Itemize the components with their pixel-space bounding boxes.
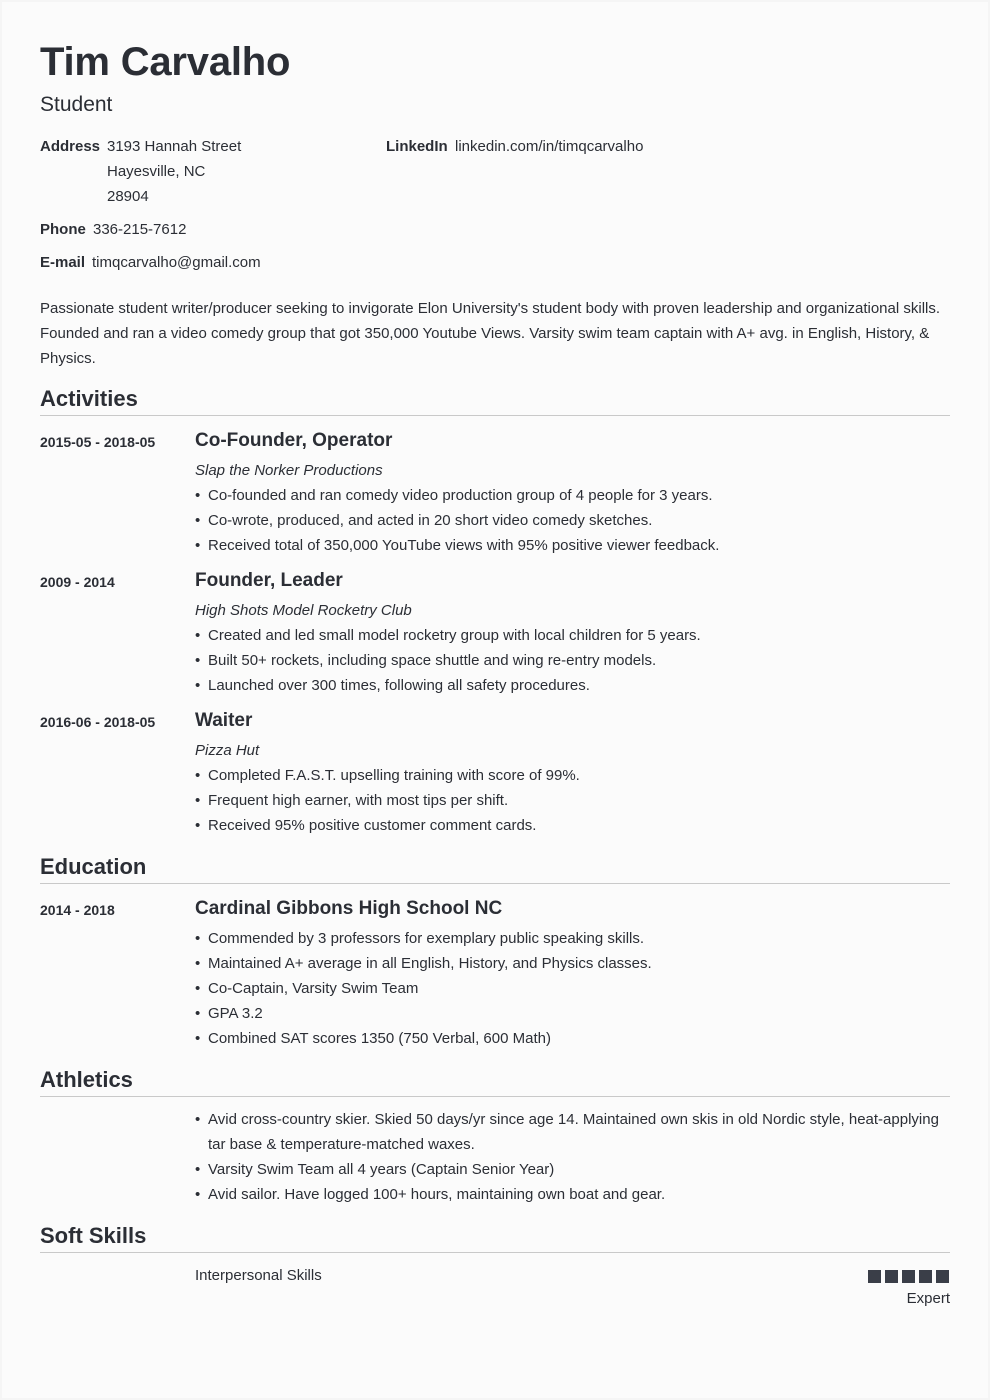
activity-org: High Shots Model Rocketry Club [195,602,412,619]
skill-level: Expert [906,1290,950,1307]
bullet-item: • Completed F.A.S.T. upselling training with score of 99%. [195,763,950,788]
summary-paragraph: Passionate student writer/producer seeking to invigorate Elon University's student body with proven leadership and organizational skills. Founded and ran a video comedy group that got 350,000 Youtube Views. Varsity swim team captain with A+ avg. in English, History, & Physics. [40,300,941,367]
activity-bullets [195,763,950,838]
bullet-item: • Combined SAT scores 1350 (750 Verbal, 600 Math) [195,1026,950,1051]
bullet-item: • Co-wrote, produced, and acted in 20 short video comedy sketches. [195,508,950,533]
bullet-item: • Received total of 350,000 YouTube views with 95% positive viewer feedback. [195,533,950,558]
email-label: E-mail [40,254,86,271]
address-line-3: 28904 [107,188,149,205]
bullet-item: • Avid cross-country skier. Skied 50 days/yr since age 14. Maintained own skis in old Nordic style, heat-applying tar base & temperature-matched waxes. [195,1107,950,1157]
address-line-1: 3193 Hannah Street [107,138,242,155]
skill-name: Interpersonal Skills [195,1267,322,1284]
bullet-item: • Varsity Swim Team all 4 years (Captain Senior Year) [195,1157,950,1182]
bullet-item: • Co-Captain, Varsity Swim Team [195,976,950,1001]
phone-label: Phone [40,221,86,238]
activity-role: Waiter [195,710,253,731]
bullet-item: • Maintained A+ average in all English, History, and Physics classes. [195,951,950,976]
activity-role: Co-Founder, Operator [195,430,393,451]
activity-date: 2009 - 2014 [40,574,115,590]
section-title-soft-skills: Soft Skills [40,1223,147,1248]
school-name: Cardinal Gibbons High School NC [195,898,503,919]
section-title-education: Education [40,854,147,879]
activity-org: Pizza Hut [195,742,260,759]
bullet-item: • Avid sailor. Have logged 100+ hours, maintaining own boat and gear. [195,1182,950,1207]
section-divider [40,1096,950,1097]
address-label: Address [40,138,101,155]
bullet-item: • Frequent high earner, with most tips per shift. [195,788,950,813]
bullet-item: • Co-founded and ran comedy video production group of 4 people for 3 years. [195,483,950,508]
activity-bullets [195,623,950,698]
activity-org: Slap the Norker Productions [195,462,383,479]
bullet-item: • Commended by 3 professors for exemplary public speaking skills. [195,926,950,951]
bullet-item: • Created and led small model rocketry group with local children for 5 years. [195,623,950,648]
address-line-2: Hayesville, NC [107,163,206,180]
education-bullets [195,926,950,1051]
education-date: 2014 - 2018 [40,902,115,918]
candidate-title: Student [40,93,113,116]
linkedin-label: LinkedIn [386,138,448,155]
section-title-activities: Activities [40,386,138,411]
activity-date: 2015-05 - 2018-05 [40,434,156,450]
email-link[interactable]: timqcarvalho@gmail.com [92,254,261,271]
athletics-bullets [195,1107,950,1207]
bullet-item: • GPA 3.2 [195,1001,950,1026]
bullet-item: • Launched over 300 times, following all safety procedures. [195,673,950,698]
activity-role: Founder, Leader [195,570,343,591]
activity-bullets [195,483,950,558]
rating-dot [868,1270,881,1283]
rating-dot [919,1270,932,1283]
bullet-item: • Received 95% positive customer comment cards. [195,813,950,838]
phone-value: 336-215-7612 [93,221,187,238]
section-divider [40,415,950,416]
rating-dot [936,1270,949,1283]
section-divider [40,883,950,884]
section-divider [40,1252,950,1253]
bullet-item: • Built 50+ rockets, including space shuttle and wing re-entry models. [195,648,950,673]
rating-dot [885,1270,898,1283]
linkedin-link[interactable]: linkedin.com/in/timqcarvalho [455,138,644,155]
candidate-name: Tim Carvalho [40,40,291,84]
skill-rating [868,1270,949,1283]
section-title-athletics: Athletics [40,1067,133,1092]
activity-date: 2016-06 - 2018-05 [40,714,156,730]
resume-page [2,2,988,1398]
rating-dot [902,1270,915,1283]
